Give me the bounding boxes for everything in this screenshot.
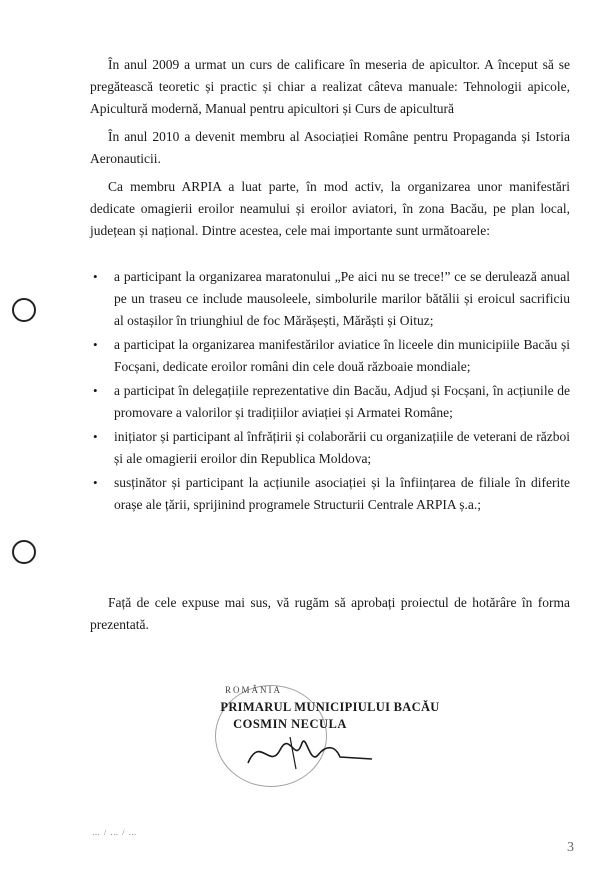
bullet-icon: • xyxy=(93,475,98,490)
bullet-icon: • xyxy=(93,383,98,398)
list-item: • susținător și participant la acțiunile asociației și la înființarea de filiale în diferite orașe ale țării, sprijinind programele Structurii Centrale ARPIA ș.a.; xyxy=(90,472,570,516)
paragraph-arpia-activities: Ca membru ARPIA a luat parte, în mod activ, la organizarea unor manifestări dedicate omagierii eroilor neamului și eroilor aviatori, în zona Bacău, pe plan local, județean și național. Dintre acestea, cele mai importante sunt următoarele: xyxy=(90,179,570,238)
bullet-icon: • xyxy=(93,337,98,352)
punch-hole-icon xyxy=(12,540,36,564)
handwritten-signature-icon xyxy=(240,725,380,775)
bullet-icon: • xyxy=(93,429,98,444)
list-item: • a participat la organizarea manifestărilor aviatice în liceele din municipiile Bacău și Focșani, dedicate eroilor români din cele două războaie mondiale; xyxy=(90,334,570,378)
closing-paragraph: Față de cele expuse mai sus, vă rugăm să aprobați proiectul de hotărâre în forma prezentată. xyxy=(90,595,570,632)
list-item: • inițiator și participant al înfrățirii și colaborării cu organizațiile de veterani de război și ale omagierii eroilor din Republica Moldova; xyxy=(90,426,570,470)
list-item: • a participant la organizarea maratonului „Pe aici nu se trece!” ce se derulează anual pe un traseu ce include mausoleele, simbolurile marilor bătălii și eroicul sacrificiu al ostașilor în triunghiul de foc Mărășești, Mărăști și Oituz; xyxy=(90,266,570,332)
list-item: • a participat în delegațiile reprezentative din Bacău, Adjud și Focșani, în acțiunile de promovare a valorilor și tradițiilor aviației și Armatei Române; xyxy=(90,380,570,424)
punch-hole-icon xyxy=(12,298,36,322)
stamp-text: ROMÂNIA xyxy=(225,685,283,695)
signature-block xyxy=(200,685,460,785)
paragraph-arpia-membership: În anul 2010 a devenit membru al Asociației Române pentru Propaganda și Istoria Aeronauticii. xyxy=(90,129,570,166)
paragraph-apiculture: În anul 2009 a urmat un curs de calificare în meseria de apicultor. A început să se pregătească teoretic și practic și chiar a realizat câteva manuale: Tehnologii apicole, Apicultură modernă, Manual pentru apicultori și Curs de apicultură xyxy=(90,57,570,116)
activities-list xyxy=(90,266,570,518)
mayor-name: COSMIN NECULA xyxy=(233,717,347,731)
bullet-icon: • xyxy=(93,269,98,284)
footer-reference: … / … / … xyxy=(92,828,138,837)
mayor-title: PRIMARUL MUNICIPIULUI BACĂU xyxy=(220,700,440,714)
page-number: 3 xyxy=(567,840,574,855)
